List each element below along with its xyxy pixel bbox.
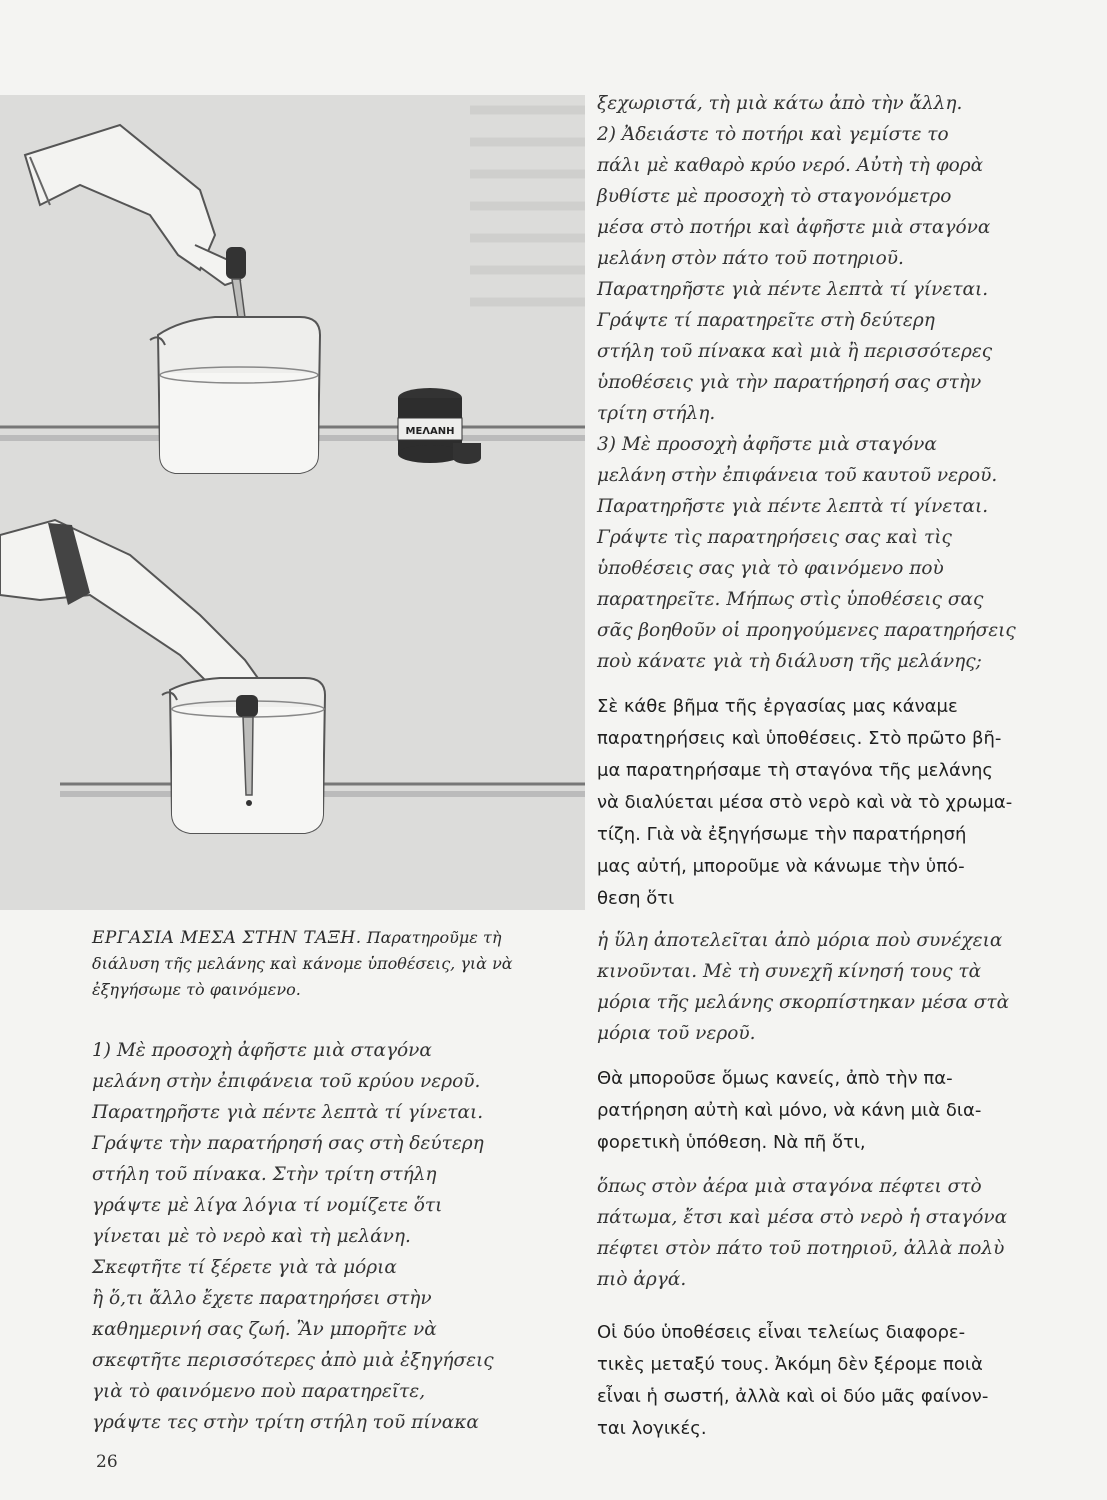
paragraph-observations: Σὲ κάθε βῆμα τῆς ἐργασίας μας κάναμε παρατηρήσεις καὶ ὑποθέσεις. Στὸ πρῶτο βῆ- μα παρατηρήσαμε τὴ σταγόνα τῆς μελάνης νὰ διαλύεται μέσα στὸ νερὸ καὶ νὰ τὸ χρωμα- τίζη. Γιὰ νὰ ἐξηγήσωμε τὴν παρατήρησή μας αὐτή, μποροῦμε νὰ κάνωμε τὴν ὑπό- θεση ὅτι	[597, 696, 1013, 909]
bleed-through-lines	[470, 110, 585, 302]
top-beaker	[150, 317, 320, 473]
caption-text: Παρατηροῦμε τὴ διάλυση τῆς μελάνης καὶ κάνομε ὑποθέσεις, γιὰ νὰ ἐξηγήσωμε τὸ φαινόμενο.	[92, 928, 513, 999]
right-column	[597, 88, 1077, 1445]
top-hand	[25, 125, 240, 285]
hypothesis-molecules: ἡ ὕλη ἀποτελεῖται ἀπὸ μόρια ποὺ συνέχεια κινοῦνται. Μὲ τὴ συνεχῆ κίνησή τους τὰ μόρια τῆς μελάνης σκορπίστηκαν μέσα στὰ μόρια τοῦ νεροῦ.	[597, 930, 1010, 1044]
figure-caption	[92, 925, 562, 1003]
paragraph-alternative: Θὰ μποροῦσε ὅμως κανείς, ἀπὸ τὴν πα- ρατήρηση αὐτὴ καὶ μόνο, νὰ κάνη μιὰ δια- φορετικὴ ὑπόθεση. Νὰ πῆ ὅτι,	[597, 1068, 982, 1153]
ink-bottle-label: ΜΕΛΑΝΗ	[405, 426, 455, 437]
steps-continued: ξεχωριστά, τὴ μιὰ κάτω ἀπὸ τὴν ἄλλη. 2) Ἀδειάστε τὸ ποτήρι καὶ γεμίστε το πάλι μὲ καθαρὸ κρύο νερό. Αὐτὴ τὴ φορὰ βυθίστε μὲ προσοχὴ τὸ σταγονόμετρο μέσα στὸ ποτήρι καὶ ἀφῆστε μιὰ σταγόνα μελάνη στὸν πάτο τοῦ ποτηριοῦ. Παρατηρῆστε γιὰ πέντε λεπτὰ τί γίνεται. Γράψτε τί παρατηρεῖτε στὴ δεύτερη στήλη τοῦ πίνακα καὶ μιὰ ἢ περισσότερες ὑποθέσεις γιὰ τὴν παρατήρησή σας στὴν τρίτη στήλη. 3) Μὲ προσοχὴ ἀφῆστε μιὰ σταγόνα μελάνη στὴν ἐπιφάνεια τοῦ καυτοῦ νεροῦ. Παρατηρῆστε γιὰ πέντε λεπτὰ τί γίνεται. Γράψτε τὶς παρατηρήσεις σας καὶ τὶς ὑποθέσεις σας γιὰ τὸ φαινόμενο ποὺ παρατηρεῖτε. Μήπως στὶς ὑποθέσεις σας σᾶς βοηθοῦν οἱ προηγούμενες παρατηρήσεις ποὺ κάνατε γιὰ τὴ διάλυση τῆς μελάνης;	[597, 93, 1016, 672]
paragraph-conclusion: Οἱ δύο ὑποθέσεις εἶναι τελείως διαφορε- τικὲς μεταξύ τους. Ἀκόμη δὲν ξέρομε ποιὰ εἶναι ἡ σωστή, ἀλλὰ καὶ οἱ δύο μᾶς φαίνον- ται λογικές.	[597, 1322, 989, 1439]
page-number: 26	[96, 1452, 118, 1472]
hypothesis-falling: ὅπως στὸν ἀέρα μιὰ σταγόνα πέφτει στὸ πάτωμα, ἔτσι καὶ μέσα στὸ νερὸ ἡ σταγόνα πέφτει στὸν πάτο τοῦ ποτηριοῦ, ἀλλὰ πολὺ πιὸ ἀργά.	[597, 1176, 1008, 1290]
left-column-steps: 1) Μὲ προσοχὴ ἀφῆστε μιὰ σταγόνα μελάνη στὴν ἐπιφάνεια τοῦ κρύου νεροῦ. Παρατηρῆστε γιὰ πέντε λεπτὰ τί γίνεται. Γράψτε τὴν παρατήρησή σας στὴ δεύτερη στήλη τοῦ πίνακα. Στὴν τρίτη στήλη γράψτε μὲ λίγα λόγια τί νομίζετε ὅτι γίνεται μὲ τὸ νερὸ καὶ τὴ μελάνη. Σκεφτῆτε τί ξέρετε γιὰ τὰ μόρια ἢ ὅ,τι ἄλλο ἔχετε παρατηρήσει στὴν καθημερινή σας ζωή. Ἂν μπορῆτε νὰ σκεφτῆτε περισσότερες ἀπὸ μιὰ ἐξηγήσεις γιὰ τὸ φαινόμενο ποὺ παρατηρεῖτε, γράψτε τες στὴν τρίτη στήλη τοῦ πίνακα	[92, 1040, 494, 1433]
illustration-panel	[0, 95, 585, 910]
caption-title: ΕΡΓΑΣΙΑ ΜΕΣΑ ΣΤΗΝ ΤΑΞΗ.	[92, 928, 362, 948]
experiment-illustration	[0, 95, 585, 910]
